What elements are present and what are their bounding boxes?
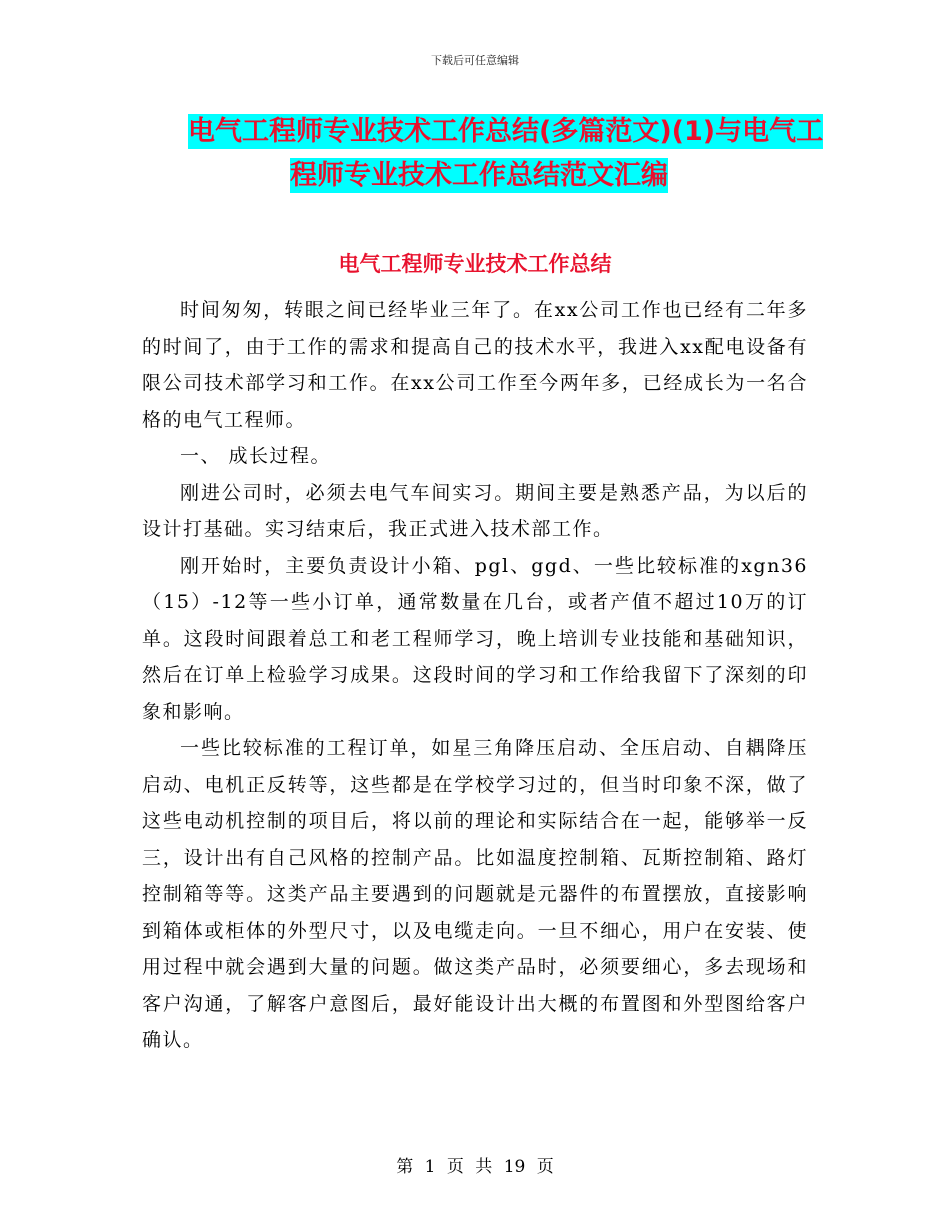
document-title	[140, 110, 824, 198]
body-paragraph: 一、 成长过程。	[180, 445, 332, 467]
body-paragraph: 时间匆匆，转眼之间已经毕业三年了。在xx公司工作也已经有二年多的时间了，由于工作的需求和提高自己的技术水平，我进入xx配电设备有限公司技术部学习和工作。在xx公司工作至今两年多，已经成长为一名合格的电气工程师。	[142, 299, 808, 431]
document-title-line-2: 程师专业技术工作总结范文汇编	[290, 160, 668, 191]
body-paragraph: 刚开始时，主要负责设计小箱、pgl、ggd、一些比较标准的xgn36（15）-12等一些小订单，通常数量在几台，或者产值不超过10万的订单。这段时间跟着总工和老工程师学习，晚上培训专业技能和基础知识，然后在订单上检验学习成果。这段时间的学习和工作给我留下了深刻的印象和影响。	[142, 554, 808, 723]
document-title-line-1: 电气工程师专业技术工作总结(多篇范文)(1)与电气工	[188, 116, 824, 147]
document-body	[142, 292, 808, 1059]
body-paragraph: 刚进公司时，必须去电气车间实习。期间主要是熟悉产品，为以后的设计打基础。实习结束后，我正式进入技术部工作。	[142, 481, 808, 540]
header-note: 下载后可任意编辑	[431, 54, 519, 67]
section-title: 电气工程师专业技术工作总结	[338, 252, 612, 276]
page-number: 第 1 页 共 19 页	[396, 1157, 554, 1177]
body-paragraph: 一些比较标准的工程订单，如星三角降压启动、全压启动、自耦降压启动、电机正反转等，这些都是在学校学习过的，但当时印象不深，做了这些电动机控制的项目后，将以前的理论和实际结合在一起，能够举一反三，设计出有自己风格的控制产品。比如温度控制箱、瓦斯控制箱、路灯控制箱等等。这类产品主要遇到的问题就是元器件的布置摆放，直接影响到箱体或柜体的外型尺寸，以及电缆走向。一旦不细心，用户在安装、使用过程中就会遇到大量的问题。做这类产品时，必须要细心，多去现场和客户沟通，了解客户意图后，最好能设计出大概的布置图和外型图给客户确认。	[142, 737, 808, 1051]
